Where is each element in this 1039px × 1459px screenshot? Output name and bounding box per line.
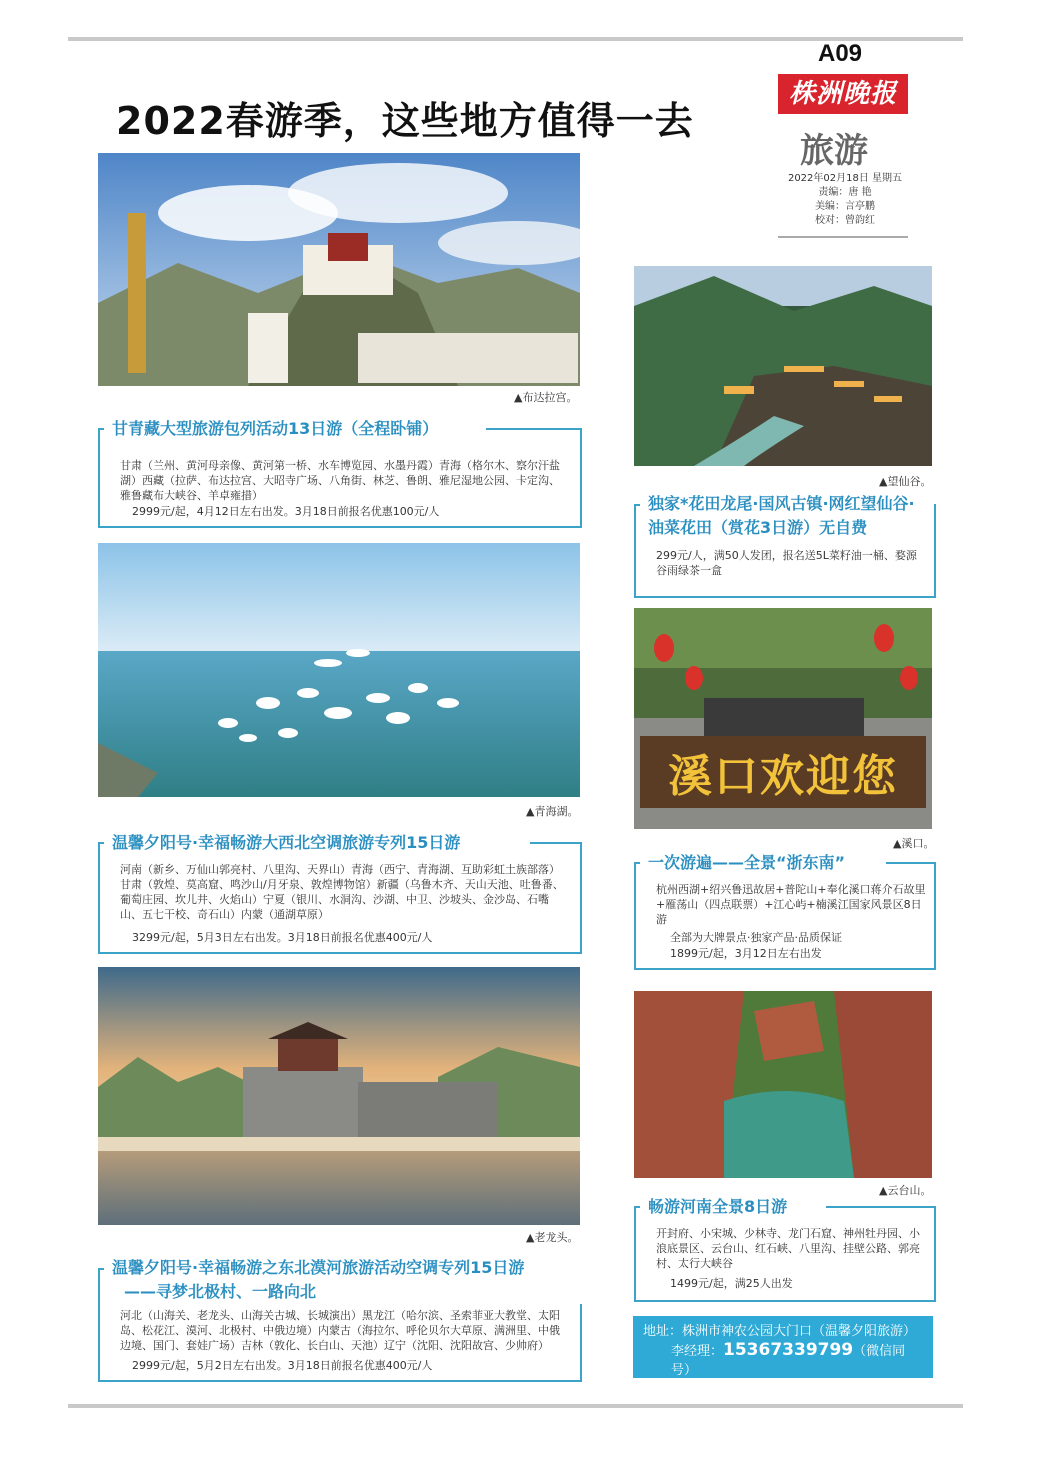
tour-note: 全部为大牌景点·独家产品·品质保证	[670, 931, 842, 944]
phone-number: 15367339799	[723, 1340, 854, 1360]
xikou-welcome-sign: 溪口欢迎您	[668, 751, 898, 802]
caption-laolongtou: ▲老龙头。	[526, 1231, 579, 1244]
box-top-line	[886, 862, 934, 864]
tour-box-5	[634, 853, 936, 970]
wangxiangu-photo	[634, 266, 932, 466]
phone-note: （微信同号）	[671, 1344, 906, 1378]
tour-body: 河南（新乡、万仙山郭亮村、八里沟、天界山）青海（西宁、青海湖、互助彩虹土族部落）甘肃（敦煌、莫高窟、鸣沙山/月牙泉、敦煌博物馆）新疆（乌鲁木齐、天山天池、吐鲁番、葡萄庄园、坎儿井、火焰山）宁夏（银川、水洞沟、沙湖、中卫、沙坡头、金沙岛、石嘴山、五七干校、奇石山）内蒙（通湖草原）	[120, 863, 564, 921]
tour-price: 2999元/起，4月12日左右出发。3月18日前报名优惠100元/人	[132, 505, 440, 518]
box-top-line	[100, 842, 104, 844]
tour-box-4	[634, 494, 936, 598]
tour-price: 2999元/起，5月2日左右出发。3月18日前报名优惠400元/人	[132, 1359, 433, 1372]
page-meta	[780, 172, 910, 228]
laolongtou-photo	[98, 967, 580, 1225]
tour-box-1	[98, 419, 582, 528]
box-top-line	[530, 842, 580, 844]
tour-body: 299元/人，满50人发团，报名送5L菜籽油一桶、婺源谷雨绿茶一盒	[656, 549, 917, 577]
meta-divider	[778, 236, 908, 238]
box-top-line	[826, 1206, 934, 1208]
tour-title: 一次游遍——全景“浙东南”	[642, 850, 851, 873]
tour-title: 畅游河南全景8日游	[642, 1194, 793, 1217]
tour-body: 杭州西湖+绍兴鲁迅故居+普陀山+奉化溪口蒋介石故里+雁荡山（四点联票）+江心屿+楠溪江国家风景区8日游	[656, 883, 926, 926]
manager-label: 李经理：	[671, 1344, 724, 1359]
contact-phone-line	[643, 1341, 923, 1380]
tour-title	[106, 1256, 588, 1304]
box-top-line	[636, 1206, 640, 1208]
page-headline: 2022春游季，这些地方值得一去	[116, 99, 694, 143]
potala-photo	[98, 153, 580, 386]
xikou-photo	[634, 608, 932, 829]
box-top-line	[636, 504, 640, 506]
tour-price: 3299元/起，5月3日左右出发。3月18日前报名优惠400元/人	[132, 931, 433, 944]
caption-yuntai: ▲云台山。	[879, 1184, 932, 1197]
tour-box-2	[98, 833, 582, 954]
tour-body: 甘肃（兰州、黄河母亲像、黄河第一桥、水车博览园、水墨丹霞）青海（格尔木、察尔汗盐湖）西藏（拉萨、布达拉宫、大昭寺广场、八角街、林芝、鲁朗、雅尼湿地公园、卡定沟、雅鲁藏布大峡谷、羊卓雍措）	[120, 459, 560, 502]
contact-address: 地址：株洲市神农公园大门口（温馨夕阳旅游）	[643, 1324, 917, 1339]
tour-box-6	[634, 1197, 936, 1302]
yuntaishan-photo	[634, 991, 932, 1178]
designer: 美编：言亭鹏	[815, 201, 875, 212]
box-top-line	[100, 428, 104, 430]
tour-body: 开封府、小宋城、少林寺、龙门石窟、神州牡丹园、小浪底景区、云台山、红石峡、八里沟、挂壁公路、郭亮村、太行大峡谷	[656, 1227, 920, 1270]
box-top-line	[486, 428, 580, 430]
tour-price: 1899元/起，3月12日左右出发	[670, 947, 822, 960]
caption-qinghai: ▲青海湖。	[526, 805, 579, 818]
tour-price: 1499元/起，满25人出发	[670, 1277, 793, 1290]
caption-xikou: ▲溪口。	[893, 837, 935, 850]
tour-body: 河北（山海关、老龙头、山海关古城、长城演出）黑龙江（哈尔滨、圣索菲亚大教堂、太阳岛、松花江、漠河、北极村、中俄边境）内蒙古（海拉尔、呼伦贝尔大草原、满洲里、中俄边境、国门、套娃广场）吉林（敦化、长白山、天池）辽宁（沈阳、沈阳故宫、少帅府）	[120, 1309, 560, 1352]
tour-title-main: 温馨夕阳号·幸福畅游之东北漠河旅游活动空调专列15日游	[112, 1258, 525, 1277]
bottom-rule	[68, 1404, 963, 1408]
tour-title: 甘青藏大型旅游包列活动13日游（全程卧铺）	[106, 416, 444, 439]
caption-wangxiangu: ▲望仙谷。	[879, 475, 932, 488]
box-top-line	[636, 862, 640, 864]
tour-title: 独家*花田龙尾·国风古镇·网红望仙谷·油菜花田（赏花3日游）无自费	[642, 492, 934, 540]
tour-box-3	[98, 1258, 582, 1382]
qinghai-lake-photo	[98, 543, 580, 797]
tour-subtitle: ——寻梦北极村、一路向北	[124, 1282, 317, 1301]
contact-box	[633, 1316, 933, 1378]
box-top-line	[100, 1268, 104, 1270]
proofreader: 校对：曾韵红	[815, 215, 875, 226]
issue-date: 2022年02月18日 星期五	[787, 173, 903, 184]
editor: 责编：唐 艳	[818, 187, 872, 198]
caption-potala: ▲布达拉宫。	[514, 391, 578, 404]
masthead-logo: 株洲晚报	[778, 74, 908, 114]
section-title: 旅游	[800, 131, 868, 171]
page-number: A09	[818, 40, 863, 67]
tour-title: 温馨夕阳号·幸福畅游大西北空调旅游专列15日游	[106, 830, 466, 853]
